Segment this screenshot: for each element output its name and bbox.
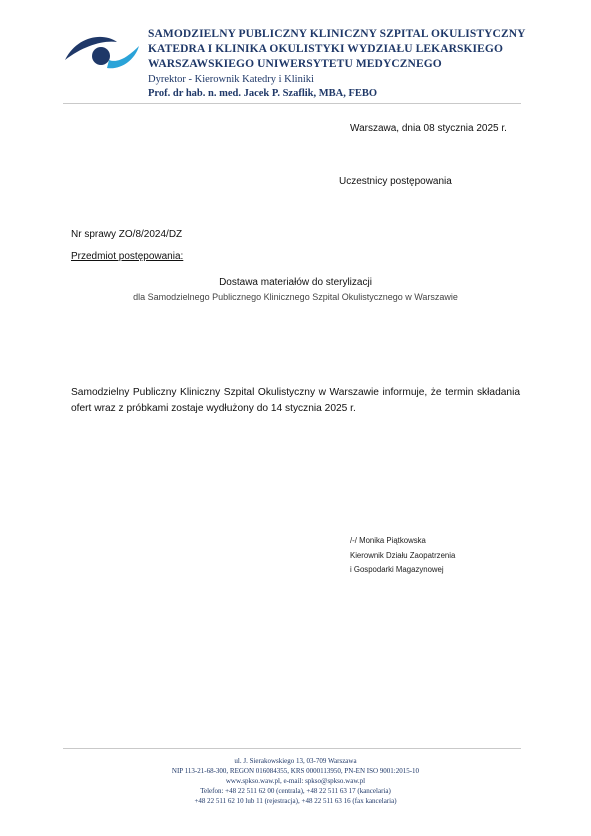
footer-phones-1: Telefon: +48 22 511 62 00 (centrala), +48 22 511 63 17 (kancelaria) xyxy=(200,787,391,795)
director-title: Dyrektor - Kierownik Katedry i Kliniki xyxy=(148,74,314,85)
hospital-name: SAMODZIELNY PUBLICZNY KLINICZNY SZPITAL OKULISTYCZNY xyxy=(148,28,526,40)
place-date: Warszawa, dnia 08 stycznia 2025 r. xyxy=(350,123,507,134)
signature-role-2: i Gospodarki Magazynowej xyxy=(350,565,444,574)
footer-address: ul. J. Sierakowskiego 13, 03-709 Warszawa xyxy=(234,757,357,765)
body-paragraph: Samodzielny Publiczny Kliniczny Szpital Okulistyczny w Warszawie informuje, że termin składania ofert wraz z próbkami zostaje wydłużony do 14 stycznia 2025 r. xyxy=(71,387,520,414)
department-name: KATEDRA I KLINIKA OKULISTYKI WYDZIAŁU LEKARSKIEGO xyxy=(148,43,503,55)
footer-phones-2: +48 22 511 62 10 lub 11 (rejestracja), +48 22 511 63 16 (fax kancelaria) xyxy=(194,797,397,805)
signature-role-1: Kierownik Działu Zaopatrzenia xyxy=(350,550,456,560)
signature-block xyxy=(350,534,455,578)
letterhead xyxy=(148,27,526,101)
header-divider xyxy=(63,103,521,104)
eye-logo-icon xyxy=(63,30,141,72)
subject-label: Przedmiot postępowania: xyxy=(71,251,184,262)
footer-web: www.spkso.waw.pl, e-mail: spkso@spkso.waw.pl xyxy=(225,777,366,785)
footer-registry: NIP 113-21-68-300, REGON 016084355, KRS 0000113950, PN-EN ISO 9001:2015-10 xyxy=(171,767,420,775)
signature-name: /-/ Monika Piątkowska xyxy=(350,536,426,545)
footer-divider xyxy=(63,748,521,749)
university-name: WARSZAWSKIEGO UNIWERSYTETU MEDYCZNEGO xyxy=(148,58,442,70)
subject-title: Dostawa materiałów do sterylizacji xyxy=(219,277,372,288)
subject-subtitle: dla Samodzielnego Publicznego Klinicznego Szpital Okulistycznego w Warszawie xyxy=(133,292,458,302)
footer xyxy=(0,756,591,806)
recipients: Uczestnicy postępowania xyxy=(339,176,452,187)
director-name: Prof. dr hab. n. med. Jacek P. Szaflik, MBA, FEBO xyxy=(148,88,378,99)
case-number: Nr sprawy ZO/8/2024/DZ xyxy=(71,229,183,240)
